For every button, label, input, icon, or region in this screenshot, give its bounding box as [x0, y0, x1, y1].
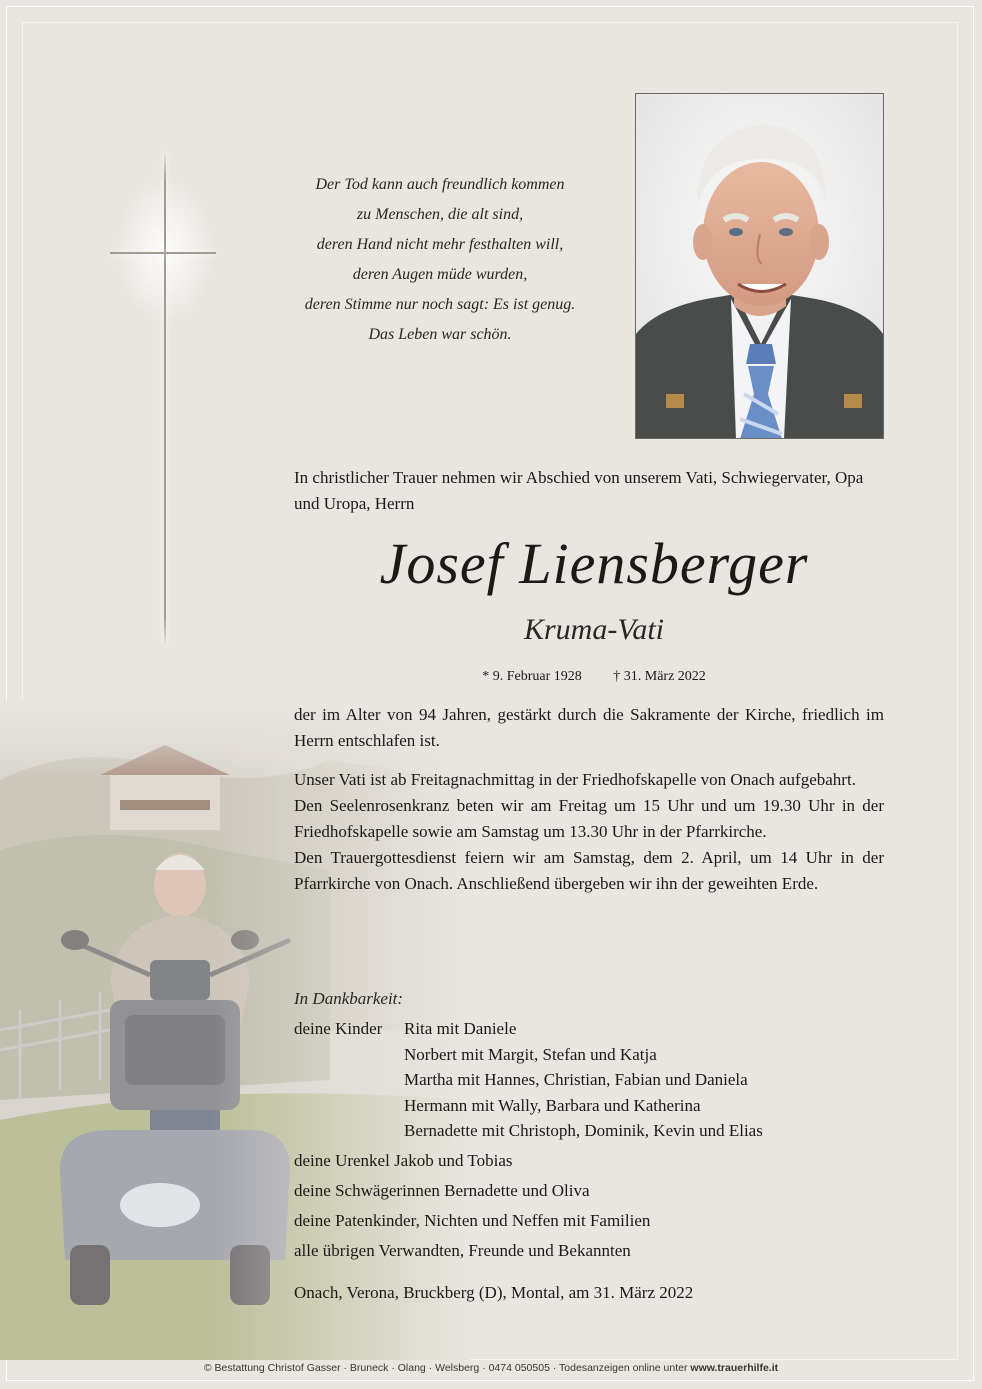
deceased-name: Josef Liensberger — [379, 531, 809, 596]
cross-icon-beam — [110, 252, 216, 254]
death-date: † 31. März 2022 — [613, 669, 706, 684]
portrait-photo — [635, 93, 884, 439]
child-entry: Bernadette mit Christoph, Dominik, Kevin und Elias — [404, 1121, 763, 1140]
cross-icon — [164, 152, 166, 646]
family-line: deine Patenkinder, Nichten und Neffen mit Familien — [294, 1211, 651, 1230]
paragraph-arrangements — [294, 767, 884, 897]
child-entry: Hermann mit Wally, Barbara und Katherina — [404, 1095, 701, 1115]
children-label: deine Kinder — [294, 1019, 383, 1038]
poem-line: deren Augen müde wurden, — [352, 266, 528, 283]
family-line: deine Schwägerinnen Bernadette und Oliva — [294, 1181, 590, 1200]
thanks-heading: In Dankbarkeit: — [294, 989, 404, 1008]
life-dates — [294, 667, 894, 687]
birth-date: * 9. Februar 1928 — [482, 669, 582, 684]
family-line: deine Urenkel Jakob und Tobias — [294, 1151, 513, 1170]
poem-line: zu Menschen, die alt sind, — [356, 206, 524, 223]
family-line: alle übrigen Verwandten, Freunde und Bekannten — [294, 1241, 631, 1260]
poem-line: Das Leben war schön. — [368, 326, 512, 343]
arrangement-line: Den Seelenrosenkranz beten wir am Freitag um 15 Uhr und um 19.30 Uhr in der Friedhofskapelle sowie am Samstag um 13.30 Uhr in der Pfarrkirche. — [294, 796, 884, 841]
poem-line: deren Hand nicht mehr festhalten will, — [316, 236, 564, 253]
footer-site-link[interactable]: www.trauerhilfe.it — [690, 1362, 779, 1374]
child-entry: Rita mit Daniele — [404, 1019, 517, 1038]
poem-line: deren Stimme nur noch sagt: Es ist genug. — [304, 296, 576, 313]
poem — [260, 170, 620, 350]
arrangement-line: Unser Vati ist ab Freitagnachmittag in der Friedhofskapelle von Onach aufgebahrt. — [294, 770, 856, 789]
paragraph-age: der im Alter von 94 Jahren, gestärkt durch die Sakramente der Kirche, friedlich im Herrn entschlafen ist. — [294, 705, 884, 750]
poem-line: Der Tod kann auch freundlich kommen — [315, 176, 565, 193]
arrangement-line: Den Trauergottesdienst feiern wir am Samstag, dem 2. April, um 14 Uhr in der Pfarrkirche von Onach. Anschließend übergeben wir ihn der geweihten Erde. — [294, 848, 884, 893]
intro-text: In christlicher Trauer nehmen wir Abschied von unserem Vati, Schwiegervater, Opa und Uropa, Herrn — [294, 468, 864, 513]
children-list — [404, 1016, 884, 1144]
child-entry: Martha mit Hannes, Christian, Fabian und Daniela — [404, 1070, 748, 1089]
footer-text: © Bestattung Christof Gasser · Bruneck · Olang · Welsberg · 0474 050505 · Todesanzeigen online unter — [203, 1362, 688, 1374]
footer — [0, 1362, 982, 1374]
portrait-illustration — [636, 94, 883, 438]
child-entry: Norbert mit Margit, Stefan und Katja — [404, 1044, 657, 1064]
nickname: Kruma-Vati — [523, 613, 664, 646]
place-date: Onach, Verona, Bruckberg (D), Montal, am 31. März 2022 — [294, 1283, 694, 1302]
